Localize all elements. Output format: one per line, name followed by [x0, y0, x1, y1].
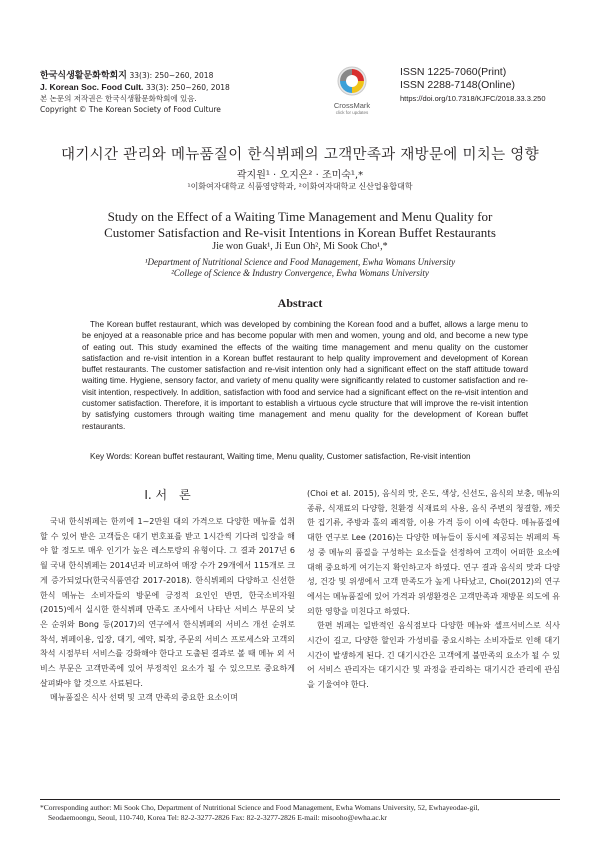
crossmark-badge[interactable]	[326, 66, 378, 118]
journal-info	[40, 70, 310, 115]
affiliation-line: ¹Department of Nutritional Science and Food Management, Ewha Womans University	[144, 257, 456, 267]
authors-korean: 곽지원¹ · 오지은² · 조미숙¹,*	[236, 170, 364, 181]
paragraph: 한편 뷔페는 일반적인 음식점보다 다양한 메뉴와 셀프서비스로 식사 시간이 길고, 다양한 할인과 가성비를 중요시하는 소비자들로 인해 대기시간이 발생하게 된다. 긴 대기시간은 고객에게 불만족의 요소가 될 수 있어 서비스 관리자는 대기시간 및 과정을 관리하는 대기시간 관리에 관심을 기울여야 한다.	[307, 621, 560, 690]
title-korean: 대기시간 관리와 메뉴품질이 한식뷔페의 고객만족과 재방문에 미치는 영향	[61, 147, 539, 163]
paragraph: (Choi et al. 2015), 음식의 맛, 온도, 색상, 신선도, 음식의 보충, 메뉴의 종류, 식재료의 다양함, 친환경 식재료의 사용, 음식 주변의 청결함, 깨끗한 집기류, 주방과 홀의 쾌적함, 이용 가격 등이 이에 속한다. 메뉴품질에 대한 연구로 Lee (2016)는 다양한 메뉴들이 동시에 제공되는 뷔페의 특성 중 메뉴의 품질을 구성하는 요소들을 선정하여 고객이 어떠한 요소에 대해 중요하게 여기는지 확인하고자 하였다. 연구 결과 음식의 맛과 다양성, 건강 및 위생에서 고객 만족도가 높게 나타났고, Choi(2012)의 연구에서는 메뉴품질에 있어 가격과 위생환경은 고객만족과 재방문 의도에 유의한 영향을 미친다고 하였다.	[307, 489, 560, 616]
keywords-label: Key Words:	[90, 452, 133, 461]
footnote-rule	[40, 799, 560, 800]
issn-print: ISSN 1225-7060(Print)	[400, 66, 507, 78]
abstract-heading: Abstract	[277, 296, 323, 310]
paragraph: 메뉴품질은 식사 선택 및 고객 만족의 중요한 요소이며	[50, 693, 238, 703]
affiliations-korean: ¹이화여자대학교 식품영양학과, ²이화여자대학교 신산업융합대학	[187, 182, 413, 191]
footnote-line: Seodaemoongu, Seoul, 110-740, Korea Tel: 82-2-3277-2826 Fax: 82-2-3277-2826 E-mail: misooho@ewha.ac.kr	[48, 813, 387, 822]
paragraph: 국내 한식뷔페는 한끼에 1~2만원 대의 가격으로 다양한 메뉴를 섭취할 수 있어 받은 고객들은 대기 번호표를 받고 1시간씩 기다려 입장을 해야 할 정도로 매우 인기가 높은 레스토랑의 유형이다. 그 결과 2017년 6월 국내 한식뷔페는 2014년과 비교하여 매장 수가 29개에서 115개로 크게 증가되었다(한국식품연감 2017-2018). 한식뷔페의 다양하고 신선한 한식 메뉴는 소비자들의 방문에 긍정적 요인인 반면, 한국소비자원(2015)에서 실시한 한식뷔페 만족도 조사에서 나타난 서비스 부문의 낮은 순위와 Bong 등(2017)의 연구에서 한식뷔페의 서비스 개선 순위로 착석, 뷔페이용, 입장, 대기, 예약, 퇴장, 주문의 서비스 프로세스와 고객의 착석 시점부터 서비스를 강화해야 한다고 도출된 결과로 볼 때 메뉴 외 서비스 부문은 고객만족에 있어 부정적인 요소가 될 수 있으므로 중요하게 살펴봐야 할 것으로 사료된다.	[40, 517, 295, 688]
title-english-line: Study on the Effect of a Waiting Time Management and Menu Quality for	[107, 209, 493, 224]
journal-en-name: J. Korean Soc. Food Cult.	[40, 82, 144, 92]
affiliations-english	[0, 257, 600, 279]
keywords	[90, 452, 530, 461]
title-english-line: Customer Satisfaction and Re-visit Intentions in Korean Buffet Restaurants	[104, 225, 496, 240]
authors-english: Jie won Guak¹, Ji Eun Oh², Mi Sook Cho¹,*	[212, 241, 388, 252]
doi-link[interactable]: https://doi.org/10.7318/KJFC/2018.33.3.250	[400, 94, 546, 103]
abstract-body: The Korean buffet restaurant, which was developed by combining the Korean food and a buffet, allows a large menu to be enjoyed at a reasonable price and has become popular with men and women, young and old, and become a new type of eating out. This study examined the effects of the waiting time management and menu quality on the customer satisfaction and re-visit intention in a Korean buffet restaurant to help quality improvement and development of Korean buffet restaurants. The customer satisfaction and re-visit intention only had a significant effect on the staff attitude toward waiting time. Hygiene, sensory factor, and variety of menu quality were significantly related to customer satisfaction and re-visit intention, respectively. In addition, satisfaction with food and service had a significant effect on the re-visit intention and customer satisfaction. Therefore, it is important to establish a virtuous cycle structure that will improve the re-visit intention by satisfying customers through waiting time management and menu quality for the development of Korean buffet restaurants.	[82, 320, 528, 431]
issn-block	[400, 66, 570, 103]
crossmark-logo-icon	[337, 66, 367, 96]
footnote-line: *Corresponding author: Mi Sook Cho, Department of Nutritional Science and Food Management, Ewha Womans University, 52, Ewhayeodae-gil,	[40, 803, 480, 812]
crossmark-sub: click for updates	[335, 110, 369, 115]
journal-kr-ref: 33(3): 250~260, 2018	[129, 71, 214, 80]
left-column	[40, 515, 295, 706]
issn-online: ISSN 2288-7148(Online)	[400, 79, 515, 91]
section-heading: Ⅰ. 서 론	[144, 488, 191, 502]
right-column	[307, 487, 560, 693]
journal-kr-name: 한국식생활문화학회지	[40, 71, 127, 81]
affiliation-line: ²College of Science & Industry Convergence, Ewha Womans University	[171, 268, 429, 278]
crossmark-label: CrossMark	[333, 101, 371, 110]
copyright-note: 본 논문의 저작권은 한국식생활문화학회에 있음.	[40, 94, 197, 103]
title-english	[0, 209, 600, 241]
copyright: Copyright © The Korean Society of Food Culture	[40, 105, 221, 114]
corresponding-author-footnote	[40, 803, 560, 823]
journal-en-ref: 33(3): 250~260, 2018	[145, 83, 230, 92]
keywords-list: Korean buffet restaurant, Waiting time, Menu quality, Customer satisfaction, Re-visit intention	[134, 452, 471, 461]
